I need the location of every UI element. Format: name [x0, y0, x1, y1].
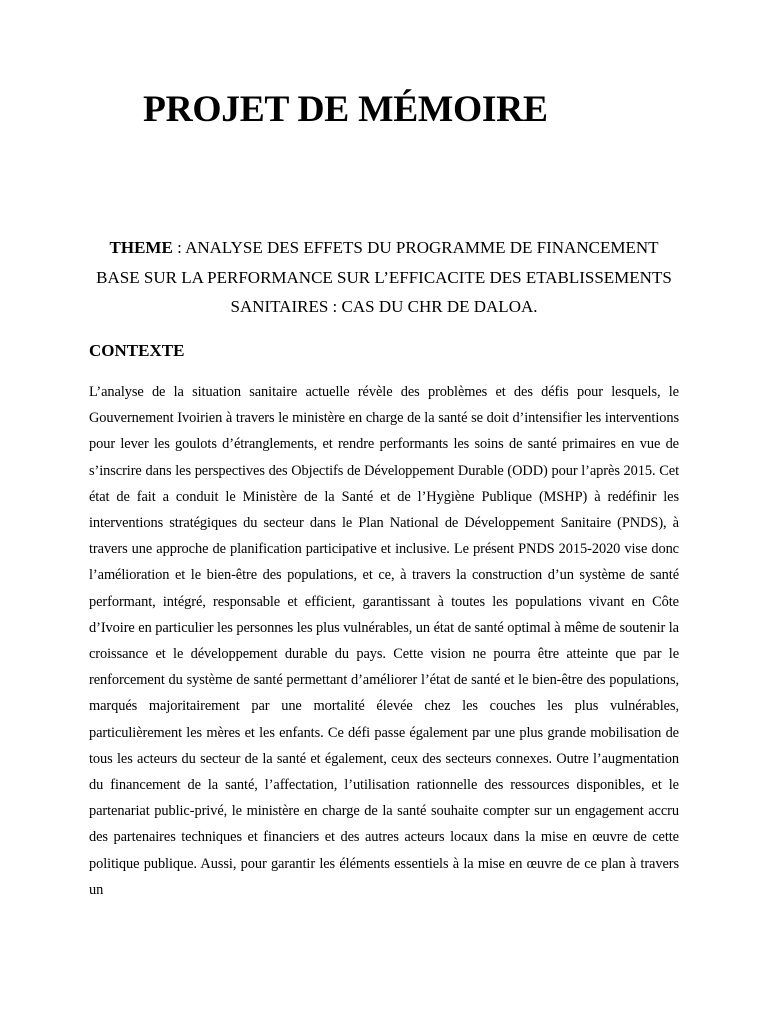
section-heading-contexte: CONTEXTE	[89, 341, 185, 360]
theme-label: THEME	[109, 238, 173, 257]
theme-text: : ANALYSE DES EFFETS DU PROGRAMME DE FINANCEMENT BASE SUR LA PERFORMANCE SUR L’EFFICACITE DES ETABLISSEMENTS SANITAIRES : CAS DU CHR DE DALOA.	[96, 238, 672, 316]
theme-paragraph	[89, 233, 679, 322]
body-paragraph: L’analyse de la situation sanitaire actuelle révèle des problèmes et des défis pour lesquels, le Gouvernement Ivoirien à travers le ministère en charge de la santé se doit d’intensifier les interventions pour lever les goulots d’étranglements, et rendre performants les soins de santé primaires en vue de s’inscrire dans les perspectives des Objectifs de Développement Durable (ODD) pour l’après 2015. Cet état de fait a conduit le Ministère de la Santé et de l’Hygiène Publique (MSHP) à redéfinir les interventions stratégiques du secteur dans le Plan National de Développement Sanitaire (PNDS), à travers une approche de planification participative et inclusive. Le présent PNDS 2015-2020 vise donc l’amélioration et le bien-être des populations, et ce, à travers la construction d’un système de santé performant, intégré, responsable et efficient, garantissant à toutes les populations vivant en Côte d’Ivoire en particulier les personnes les plus vulnérables, un état de santé optimal à même de soutenir la croissance et le développement durable du pays. Cette vision ne pourra être atteinte que par le renforcement du système de santé permettant d’améliorer l’état de santé et le bien-être des populations, marqués majoritairement par une mortalité élevée chez les couches les plus vulnérables, particulièrement les mères et les enfants. Ce défi passe également par une plus grande mobilisation de tous les acteurs du secteur de la santé et également, ceux des secteurs connexes. Outre l’augmentation du financement de la santé, l’affectation, l’utilisation rationnelle des ressources disponibles, et le partenariat public-privé, le ministère en charge de la santé souhaite compter sur un engagement accru des partenaires techniques et financiers et des autres acteurs locaux dans la mise en œuvre de cette politique publique. Aussi, pour garantir les éléments essentiels à la mise en œuvre de ce plan à travers un	[89, 384, 679, 898]
document-title: PROJET DE MÉMOIRE	[143, 89, 548, 130]
